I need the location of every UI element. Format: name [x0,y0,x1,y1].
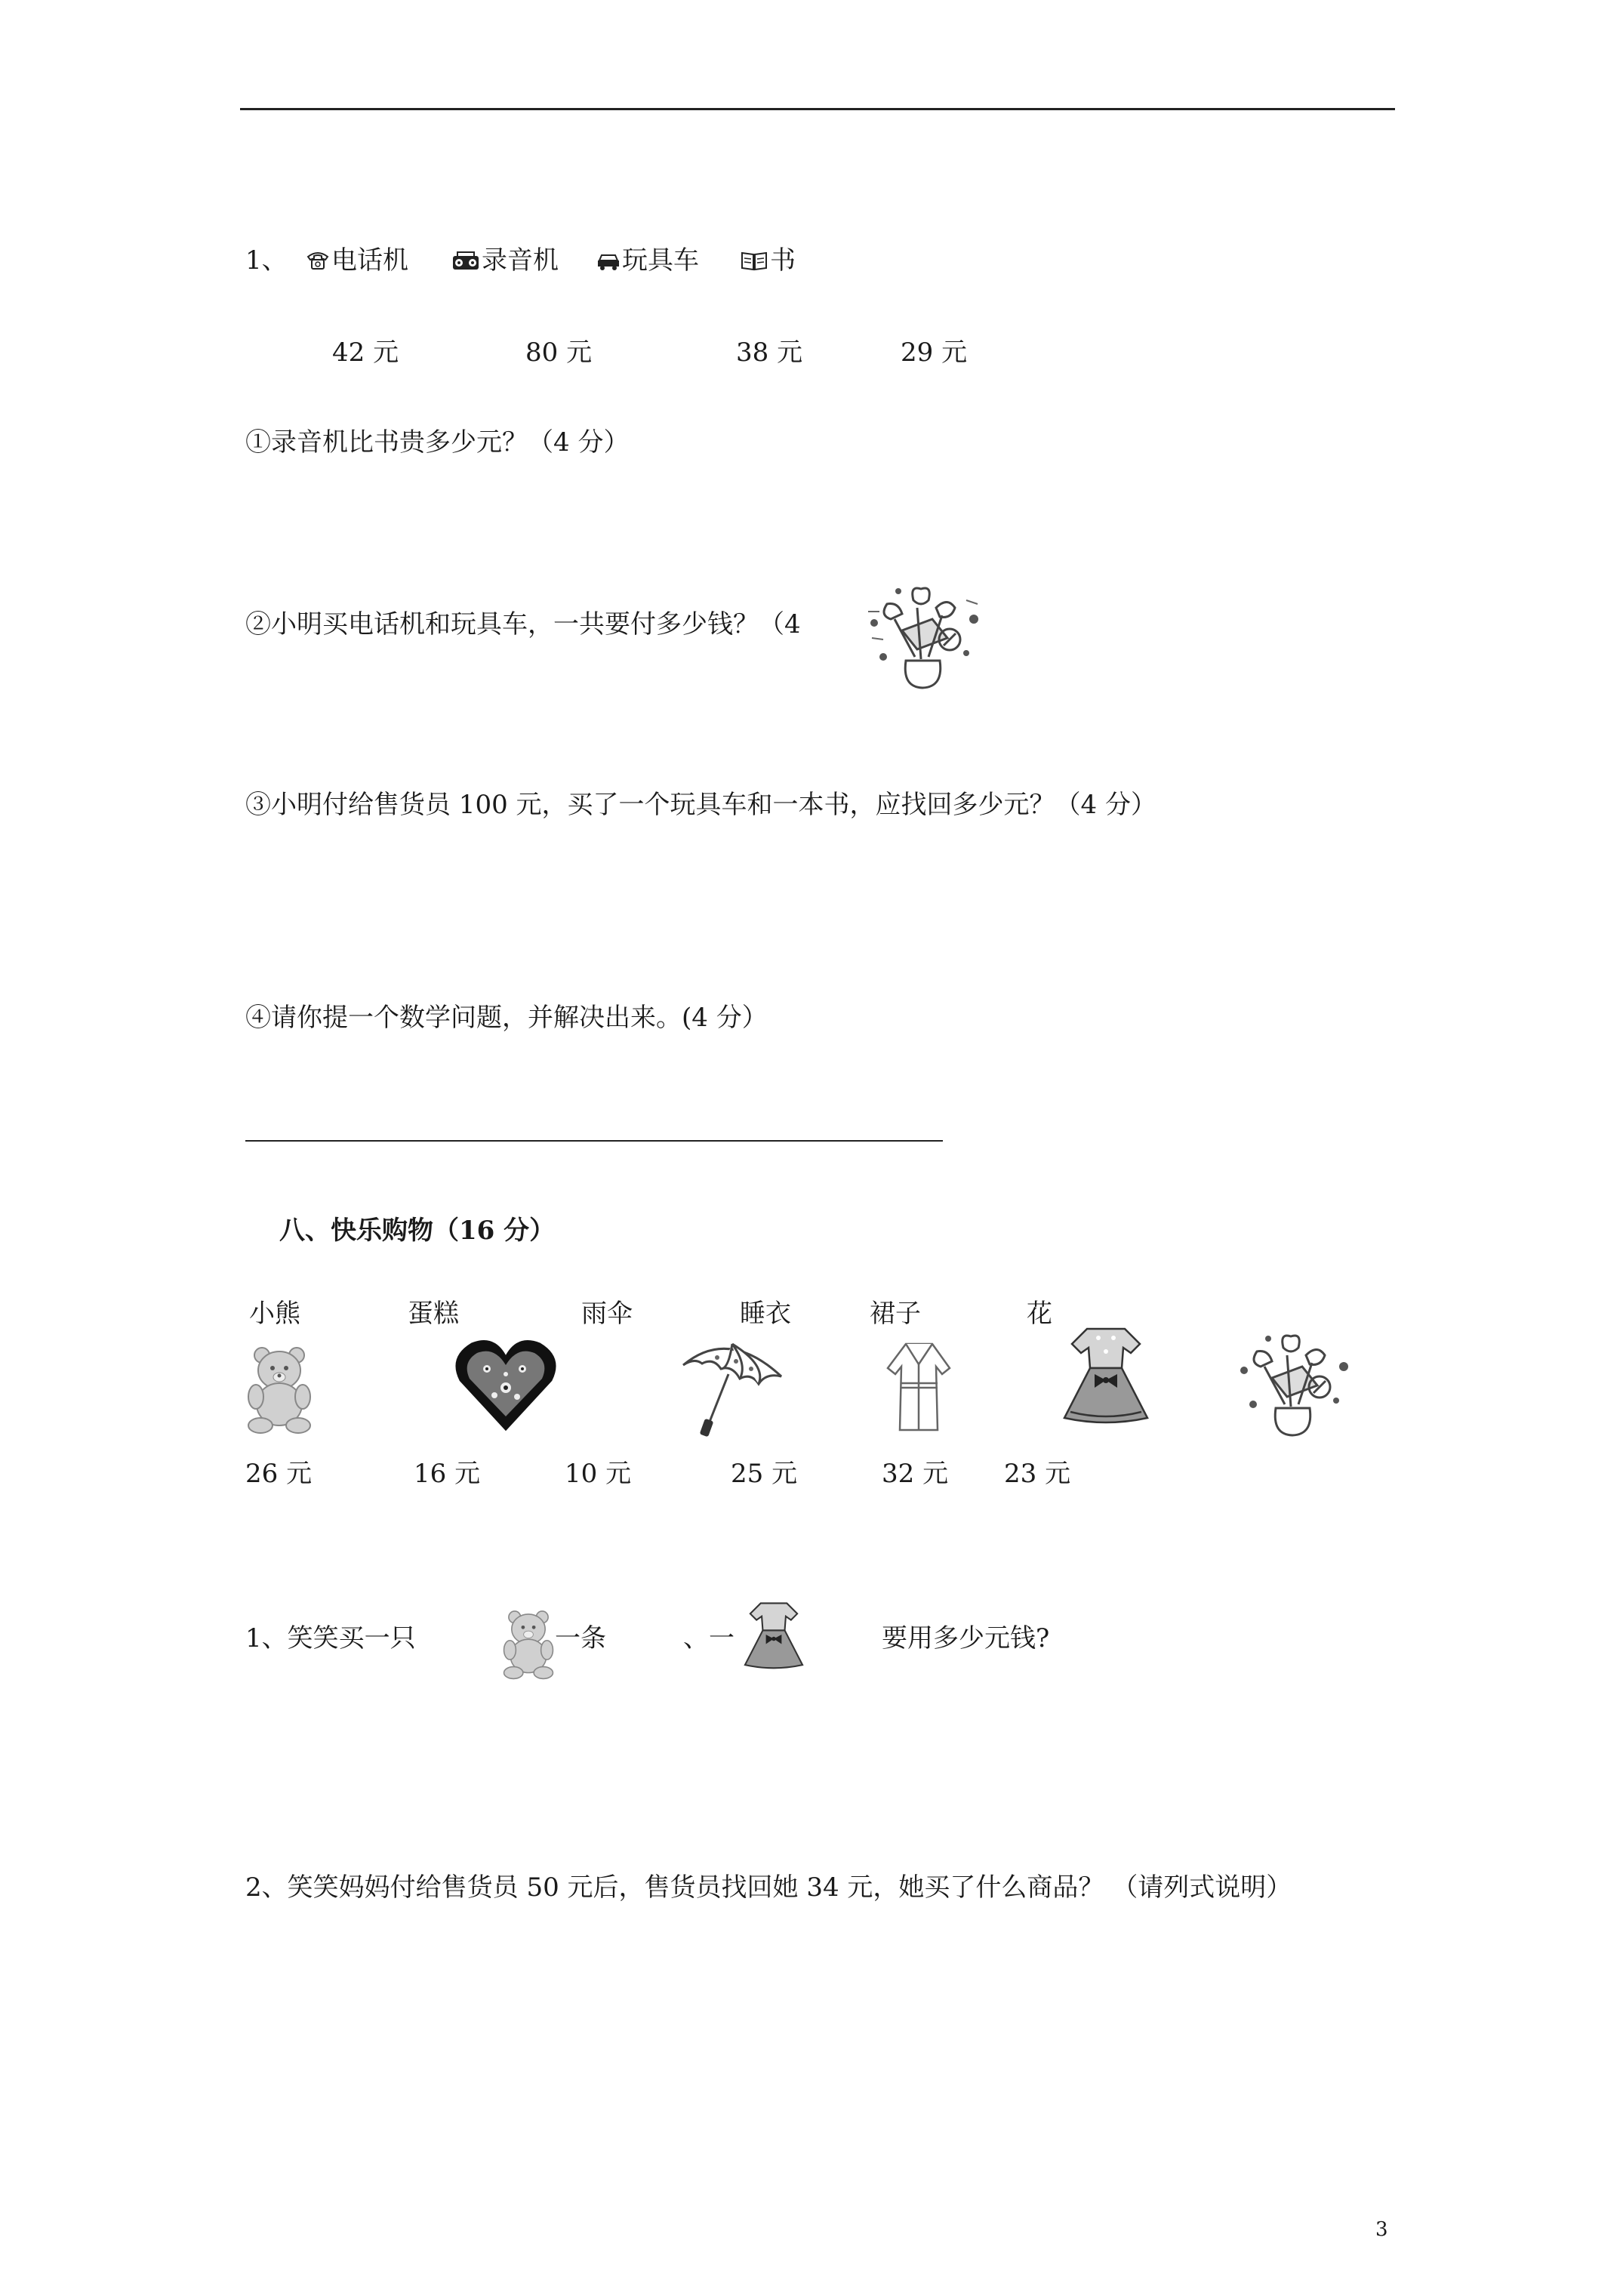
price-toy-car: 38 元 [736,337,803,368]
book-icon [740,248,768,279]
shopping-question-1-part-a: 1、笑笑买一只 [245,1623,416,1653]
page-number: 3 [1375,2218,1388,2241]
price-book: 29 元 [901,337,968,368]
label-pajamas: 睡衣 [740,1299,791,1329]
header-rule [240,108,1395,110]
item-toy-car [596,245,699,279]
item-name: 玩具车 [622,245,699,276]
item-name: 录音机 [482,245,559,276]
item-name: 电话机 [331,245,408,276]
section-title: 八、快乐购物（16 分） [279,1216,556,1246]
sub-question-2: ②小明买电话机和玩具车，一共要付多少钱？（4 [245,609,801,639]
price-umbrella: 10 元 [565,1459,632,1489]
dress-image [1057,1321,1155,1430]
shopping-question-2: 2、笑笑妈妈付给售货员 50 元后，售货员找回她 34 元，她买了什么商品？ （请列式说明） [245,1872,1292,1903]
label-skirt: 裙子 [870,1299,921,1329]
label-flower: 花 [1027,1299,1052,1329]
radio-cassette-icon [451,248,480,279]
shopping-question-1-part-c: 、一 [683,1623,735,1653]
bear-image [245,1344,313,1438]
flower-vase-image [861,578,985,691]
item-telephone [306,245,408,279]
price-pajamas: 25 元 [731,1459,798,1489]
label-cake: 蛋糕 [408,1299,459,1329]
sub-question-1: ①录音机比书贵多少元？（4 分） [245,427,630,458]
price-telephone: 42 元 [332,337,399,368]
telephone-icon [306,248,330,279]
price-cake: 16 元 [414,1459,481,1489]
label-bear: 小熊 [249,1299,300,1329]
item-name: 书 [770,245,796,276]
umbrella-image [676,1335,789,1444]
sub-question-4: ④请你提一个数学问题，并解决出来。(4 分） [245,1003,768,1033]
price-bear: 26 元 [245,1459,313,1489]
bear-image [494,1608,562,1683]
item-book [740,245,796,279]
flower-vase-image [1230,1325,1355,1441]
sub-question-3: ③小明付给售货员 100 元，买了一个玩具车和一本书，应找回多少元？（4 分） [245,790,1156,820]
dress-image [740,1597,808,1675]
shopping-question-1-part-b: 一条 [555,1623,606,1653]
answer-line [245,1140,943,1142]
price-flower: 23 元 [1004,1459,1071,1489]
toy-car-icon [596,248,621,279]
pajamas-image [883,1338,955,1439]
shopping-question-1-part-d: 要用多少元钱? [882,1623,1050,1653]
price-skirt: 32 元 [882,1459,949,1489]
question-number: 1、 [245,245,288,276]
heart-cake-image [453,1335,559,1436]
item-radio-cassette [451,245,559,279]
price-radio-cassette: 80 元 [525,337,593,368]
label-umbrella: 雨伞 [581,1299,633,1329]
